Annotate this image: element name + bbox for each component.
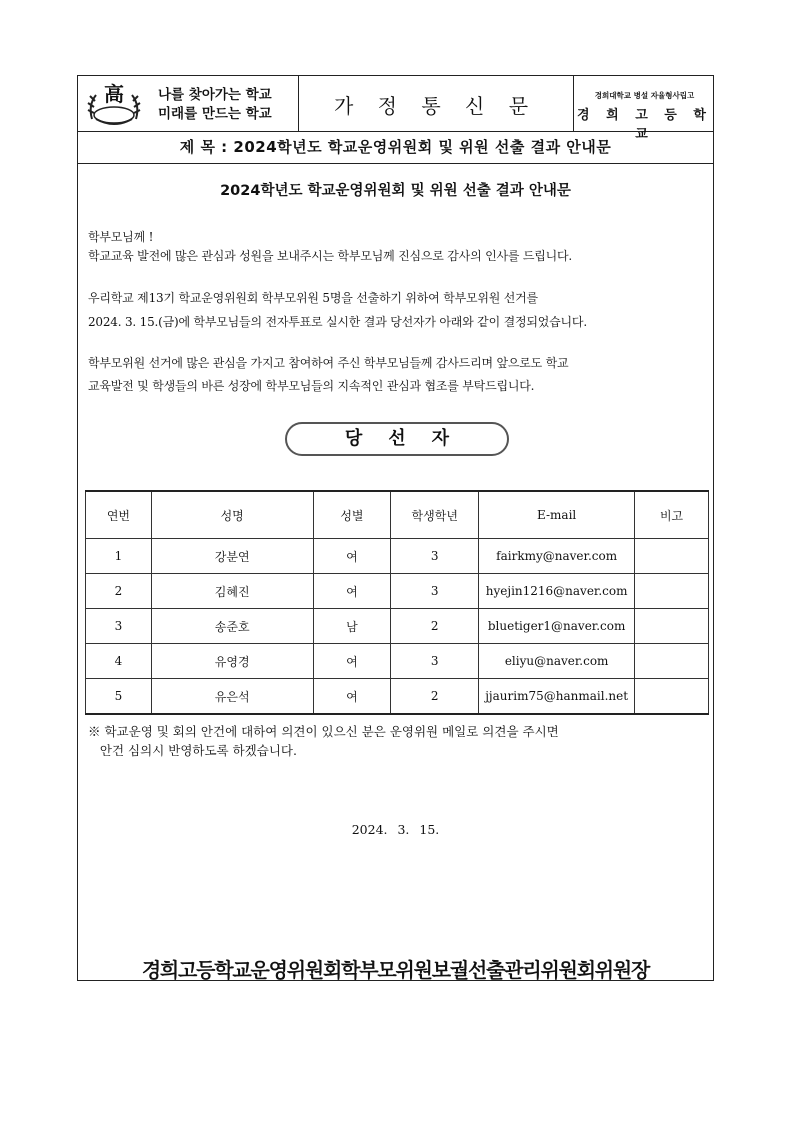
subject-line: 제 목 : 2024학년도 학교운영위원회 및 위원 선출 결과 안내문 <box>78 131 713 164</box>
greeting: 학부모님께 ! <box>88 230 154 244</box>
cell-remark <box>635 644 709 679</box>
cell-gender: 여 <box>313 574 391 609</box>
cell-name: 송준호 <box>151 609 313 644</box>
cell-email: eliyu@naver.com <box>479 644 635 679</box>
col-header: 학생학년 <box>391 491 479 539</box>
table-row <box>86 539 709 574</box>
signer: 경희고등학교운영위원회학부모위원보궐선출관리위원회위원장 <box>141 958 650 982</box>
paragraph-1: 학교교육 발전에 많은 관심과 성원을 보내주시는 학부모님께 진심으로 감사의 인사를 드립니다. <box>88 249 573 263</box>
notice-line-1: ※ 학교운영 및 회의 안건에 대하여 의견이 있으신 분은 운영위원 메일로 의견을 주시면 <box>88 724 559 739</box>
paragraph-3-line-1: 학부모위원 선거에 많은 관심을 가지고 참여하여 주신 학부모님들께 감사드리며 앞으로도 학교 <box>88 356 569 370</box>
document-frame <box>77 75 714 981</box>
logo-slogan-cell <box>78 76 299 131</box>
col-header: 성별 <box>313 491 391 539</box>
document-heading: 2024학년도 학교운영위원회 및 위원 선출 결과 안내문 <box>220 183 571 199</box>
cell-email: jjaurim75@hanmail.net <box>479 679 635 715</box>
cell-name: 김혜진 <box>151 574 313 609</box>
cell-email: fairkmy@naver.com <box>479 539 635 574</box>
cell-email: hyejin1216@naver.com <box>479 574 635 609</box>
slogan-line-2: 미래를 만드는 학교 <box>158 106 272 122</box>
table-row <box>86 679 709 715</box>
paragraph-2-line-1: 우리학교 제13기 학교운영위원회 학부모위원 5명을 선출하기 위하여 학부모위원 선거를 <box>88 291 538 305</box>
cell-name: 유은석 <box>151 679 313 715</box>
cell-name: 유영경 <box>151 644 313 679</box>
cell-remark <box>635 539 709 574</box>
table-row <box>86 574 709 609</box>
cell-grade: 3 <box>391 539 479 574</box>
cell-remark <box>635 574 709 609</box>
col-header: E-mail <box>479 491 635 539</box>
paragraph-2-line-2: 2024. 3. 15.(금)에 학부모님들의 전자투표로 실시한 결과 당선자가 아래와 같이 결정되었습니다. <box>88 315 587 329</box>
school-cell <box>574 76 715 142</box>
cell-gender: 여 <box>313 644 391 679</box>
cell-gender: 여 <box>313 679 391 715</box>
cell-name: 강분연 <box>151 539 313 574</box>
slogan <box>158 86 272 124</box>
cell-grade: 2 <box>391 609 479 644</box>
table-row <box>86 644 709 679</box>
doc-type-title: 가 정 통 신 문 <box>333 94 538 118</box>
notice-line-2: 안건 심의시 반영하도록 하겠습니다. <box>88 743 297 758</box>
letterhead <box>78 76 713 142</box>
cell-grade: 3 <box>391 644 479 679</box>
cell-number: 2 <box>86 574 152 609</box>
cell-number: 4 <box>86 644 152 679</box>
table-row <box>86 609 709 644</box>
school-name: 경 희 고 등 학 교 <box>577 108 712 142</box>
doc-type-cell <box>298 76 574 131</box>
paragraph-3-line-2: 교육발전 및 학생들의 바른 성장에 학부모님들의 지속적인 관심과 협조를 부탁드립니다. <box>88 379 535 393</box>
col-header: 비고 <box>635 491 709 539</box>
cell-grade: 3 <box>391 574 479 609</box>
cell-gender: 남 <box>313 609 391 644</box>
issue-date: 2024. 3. 15. <box>351 822 440 837</box>
col-header: 연번 <box>86 491 152 539</box>
school-subtitle: 경희대학교 병설 자율형사립고 <box>594 91 695 100</box>
col-header: 성명 <box>151 491 313 539</box>
cell-grade: 2 <box>391 679 479 715</box>
emblem-char: 高 <box>104 82 124 106</box>
cell-remark <box>635 609 709 644</box>
winners-title: 당선자 <box>285 422 509 456</box>
school-emblem-icon <box>84 79 144 129</box>
slogan-line-1: 나를 찾아가는 학교 <box>158 87 272 103</box>
notice <box>88 722 559 760</box>
cell-gender: 여 <box>313 539 391 574</box>
cell-email: bluetiger1@naver.com <box>479 609 635 644</box>
cell-number: 5 <box>86 679 152 715</box>
cell-number: 1 <box>86 539 152 574</box>
cell-number: 3 <box>86 609 152 644</box>
winners-table <box>85 490 709 715</box>
table-header-row <box>86 491 709 539</box>
cell-remark <box>635 679 709 715</box>
